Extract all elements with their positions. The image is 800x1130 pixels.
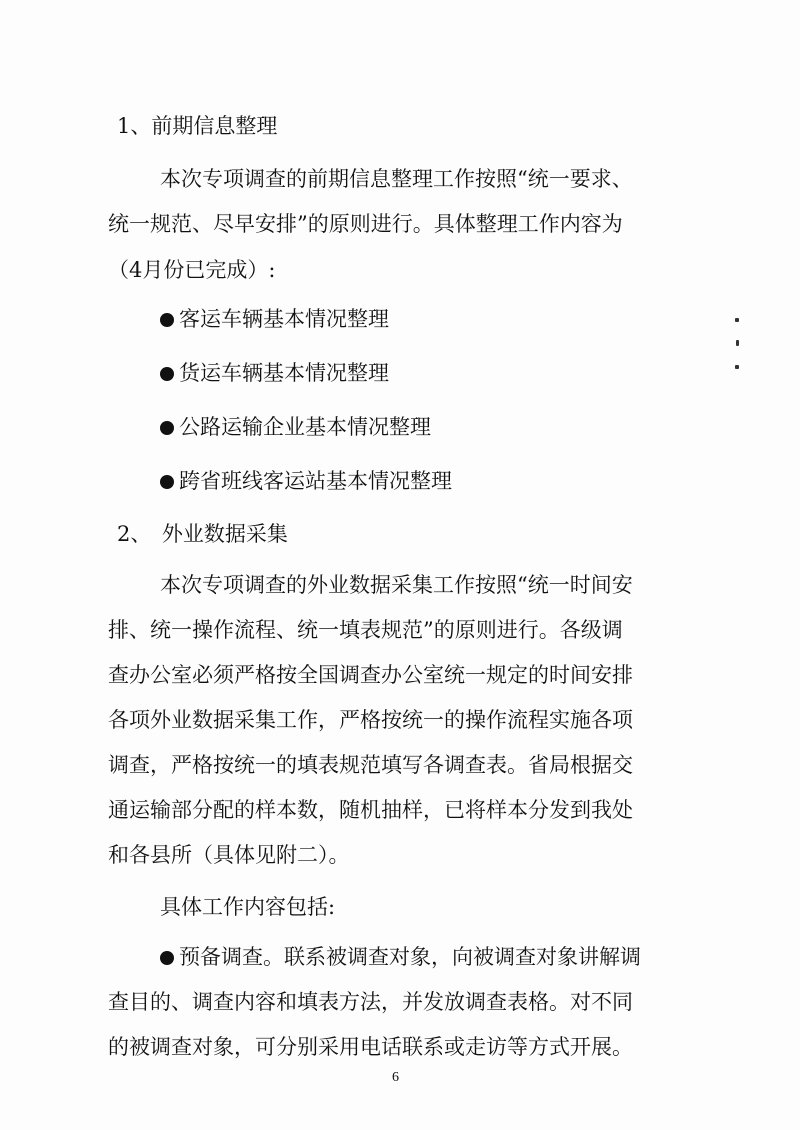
section-2-body-line-3: 查办公室必须严格按全国调查办公室统一规定的时间安排 [108, 663, 633, 687]
bullet-item-label: 跨省班线客运站基本情况整理 [179, 469, 452, 493]
section-2-body-line-2: 排、统一操作流程、统一填表规范”的原则进行。各级调 [108, 618, 623, 642]
page-number: 6 [392, 1070, 399, 1085]
item-line-2: 查目的、调查内容和填表方法，并发放调查表格。对不同 [108, 990, 633, 1014]
section-1-intro-line-3: （4月份已完成）: [108, 258, 276, 282]
section-2-body-line-1: 本次专项调查的外业数据采集工作按照“统一时间安 [160, 573, 633, 597]
section-2-body-line-7: 和各县所（具体见附二）。 [108, 843, 350, 867]
bullet-item [160, 465, 452, 495]
bullet-item [160, 303, 389, 333]
section-2-heading: 2、 外业数据采集 [117, 522, 288, 546]
section-1-heading: 1、前期信息整理 [117, 114, 278, 138]
bullet-item-label: 公路运输企业基本情况整理 [179, 415, 431, 439]
bullet-icon [160, 367, 174, 381]
bullet-icon [160, 421, 174, 435]
section-2-body-line-5: 调查，严格按统一的填表规范填写各调查表。省局根据交 [108, 753, 633, 777]
bullet-icon [160, 951, 174, 965]
bullet-item-label: 客运车辆基本情况整理 [179, 307, 389, 331]
bullet-item-label: 预备调查。联系被调查对象，向被调查对象讲解调 [179, 945, 641, 969]
section-1-intro-line-2: 统一规范、尽早安排”的原则进行。具体整理工作内容为 [108, 212, 623, 236]
bullet-item [160, 941, 641, 971]
item-line-3: 的被调查对象，可分别采用电话联系或走访等方式开展。 [108, 1035, 633, 1059]
scan-mark [736, 340, 739, 346]
section-2-body-line-6: 通运输部分配的样本数，随机抽样，已将样本分发到我处 [108, 798, 633, 822]
bullet-item-label: 货运车辆基本情况整理 [179, 361, 389, 385]
section-2-body-line-4: 各项外业数据采集工作，严格按统一的操作流程实施各项 [108, 708, 633, 732]
bullet-icon [160, 475, 174, 489]
section-1-intro-line-1: 本次专项调查的前期信息整理工作按照“统一要求、 [160, 167, 633, 191]
bullet-icon [160, 313, 174, 327]
bullet-item [160, 411, 431, 441]
content-intro: 具体工作内容包括: [160, 895, 336, 919]
bullet-item [160, 357, 389, 387]
scan-mark [735, 318, 739, 322]
scan-mark [735, 365, 739, 369]
